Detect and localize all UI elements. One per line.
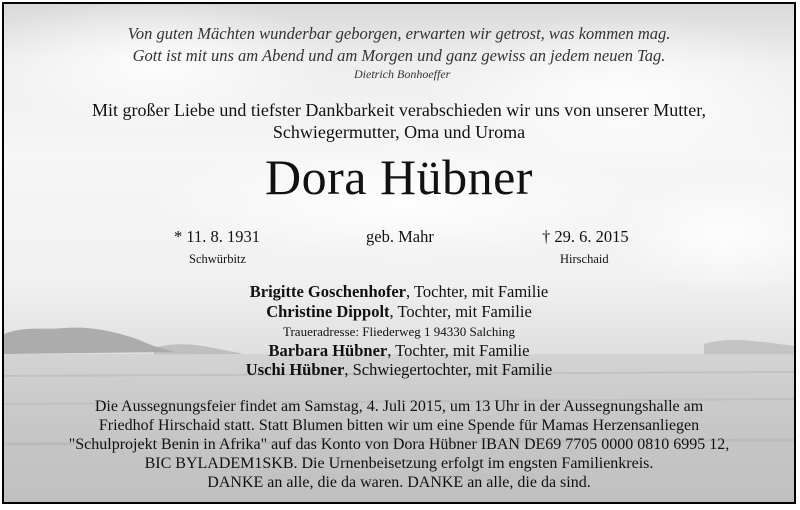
mourner-relation: , Tochter, mit Familie [406,282,549,301]
closing-line-4: BIC BYLADEM1SKB. Die Urnenbeisetzung erfolgt im engsten Familienkreis. [144,455,654,472]
mourner-name: Brigitte Goschenhofer [249,282,407,301]
quote-line-1: Von guten Mächten wunderbar geborgen, erwarten wir getrost, was kommen mag. [127,24,671,43]
death-date: † 29. 6. 2015 [542,227,629,246]
intro-line-2: Schwiegermutter, Oma und Uroma [272,122,526,142]
mourner-name: Christine Dippolt [266,302,390,321]
intro-line-1: Mit großer Liebe und tiefster Dankbarkeit verabschieden wir uns von unserer Mutter, [91,100,707,120]
death-place: Hirschaid [560,252,609,266]
closing-line-3: "Schulprojekt Benin in Afrika" auf das Konto von Dora Hübner IBAN DE69 7705 0000 0810 6995 12, [68,436,730,453]
mourning-address: Traueradresse: Fliederweg 1 94330 Salching [282,324,516,339]
mourner-relation: , Tochter, mit Familie [387,341,530,360]
quote-author: Dietrich Bonhoeffer [354,67,451,81]
mourner-name: Barbara Hübner [268,341,388,360]
mourner-name: Uschi Hübner [245,360,345,379]
closing-line-1: Die Aussegnungsfeier findet am Samstag, 4. Juli 2015, um 13 Uhr in der Aussegnungshalle am [94,398,704,415]
mourner-entry [4,282,794,302]
quote-line-2: Gott ist mit uns am Abend und am Morgen und ganz gewiss an jedem neuen Tag. [132,46,666,65]
mourner-entry [4,302,794,322]
closing-line-2: Friedhof Hirschaid statt. Statt Blumen bitten wir um eine Spende für Mamas Herzensanliegen [98,417,700,434]
birth-date: * 11. 8. 1931 [174,227,261,246]
closing-line-5: DANKE an alle, die da waren. DANKE an alle, die da sind. [207,474,591,491]
mourner-entry [4,341,794,361]
obituary-notice [2,2,796,504]
birth-place: Schwürbitz [189,252,246,266]
maiden-name: geb. Mahr [366,227,434,246]
deceased-name: Dora Hübner [265,149,533,205]
notice-content [4,4,794,502]
mourner-relation: , Schwiegertochter, mit Familie [344,360,553,379]
mourner-relation: , Tochter, mit Familie [389,302,532,321]
mourner-entry [4,360,794,380]
